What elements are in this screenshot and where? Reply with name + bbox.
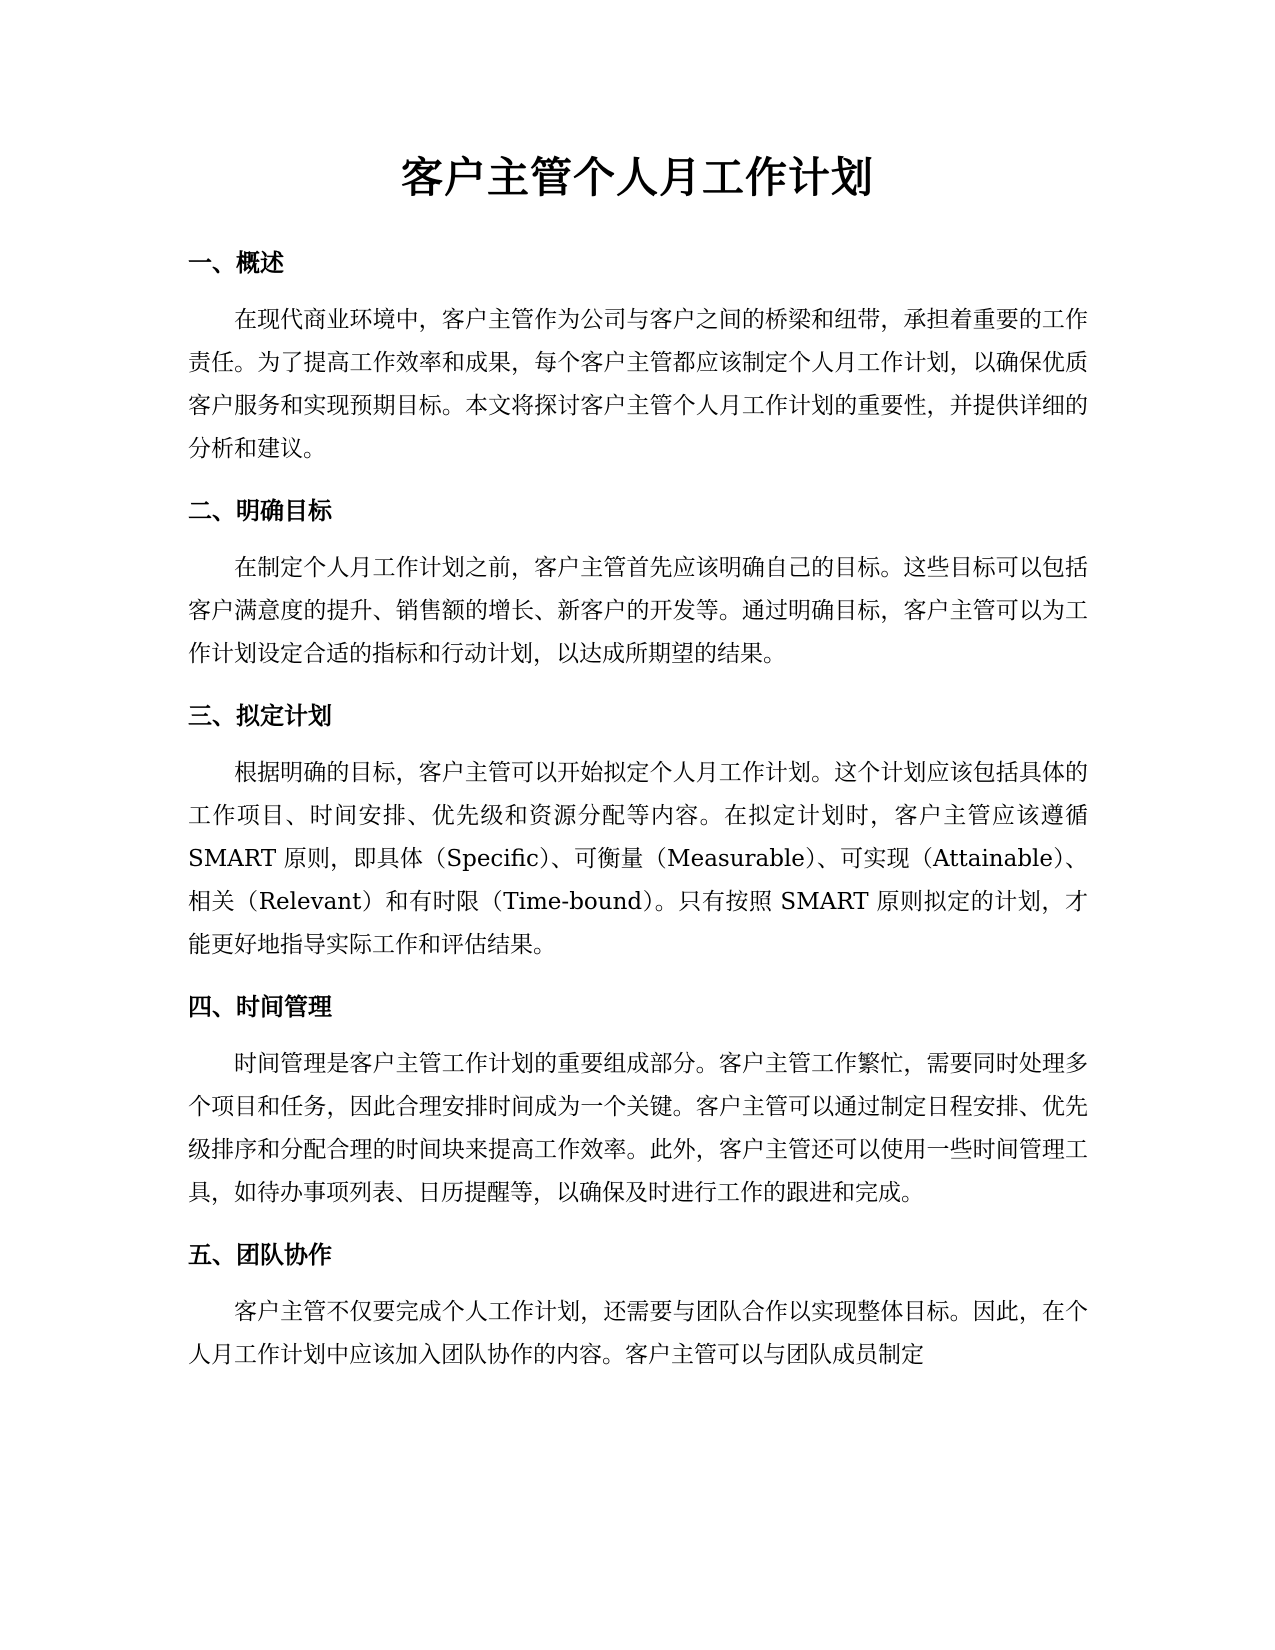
- section-heading: 四、时间管理: [188, 993, 332, 1021]
- document-body: [188, 247, 1088, 1401]
- section-paragraph: 时间管理是客户主管工作计划的重要组成部分。客户主管工作繁忙，需要同时处理多个项目和任务，因此合理安排时间成为一个关键。客户主管可以通过制定日程安排、优先级排序和分配合理的时间块来提高工作效率。此外，客户主管还可以使用一些时间管理工具，如待办事项列表、日历提醒等，以确保及时进行工作的跟进和完成。: [188, 1051, 1088, 1206]
- section-heading: 一、概述: [188, 249, 284, 277]
- section-heading: 三、拟定计划: [188, 702, 332, 730]
- section-teamwork: [188, 1239, 1088, 1377]
- document-title: 客户主管个人月工作计划: [400, 153, 874, 202]
- section-heading: 二、明确目标: [188, 497, 332, 525]
- section-paragraph: 在制定个人月工作计划之前，客户主管首先应该明确自己的目标。这些目标可以包括客户满意度的提升、销售额的增长、新客户的开发等。通过明确目标，客户主管可以为工作计划设定合适的指标和行动计划，以达成所期望的结果。: [188, 555, 1088, 667]
- section-heading: 五、团队协作: [188, 1241, 332, 1269]
- section-paragraph: 根据明确的目标，客户主管可以开始拟定个人月工作计划。这个计划应该包括具体的工作项目、时间安排、优先级和资源分配等内容。在拟定计划时，客户主管应该遵循 SMART 原则，即具体（Specific）、可衡量（Measurable）、可实现（Attainable）、相关（Relevant）和有时限（Time-bound）。只有按照 SMART 原则拟定的计划，才能更好地指导实际工作和评估结果。: [188, 760, 1088, 958]
- section-clear-goals: [188, 495, 1088, 676]
- section-paragraph: 在现代商业环境中，客户主管作为公司与客户之间的桥梁和纽带，承担着重要的工作责任。为了提高工作效率和成果，每个客户主管都应该制定个人月工作计划，以确保优质客户服务和实现预期目标。本文将探讨客户主管个人月工作计划的重要性，并提供详细的分析和建议。: [188, 307, 1088, 462]
- section-draft-plan: [188, 700, 1088, 967]
- section-time-management: [188, 991, 1088, 1215]
- section-paragraph: 客户主管不仅要完成个人工作计划，还需要与团队合作以实现整体目标。因此，在个人月工作计划中应该加入团队协作的内容。客户主管可以与团队成员制定: [188, 1299, 1088, 1368]
- section-overview: [188, 247, 1088, 471]
